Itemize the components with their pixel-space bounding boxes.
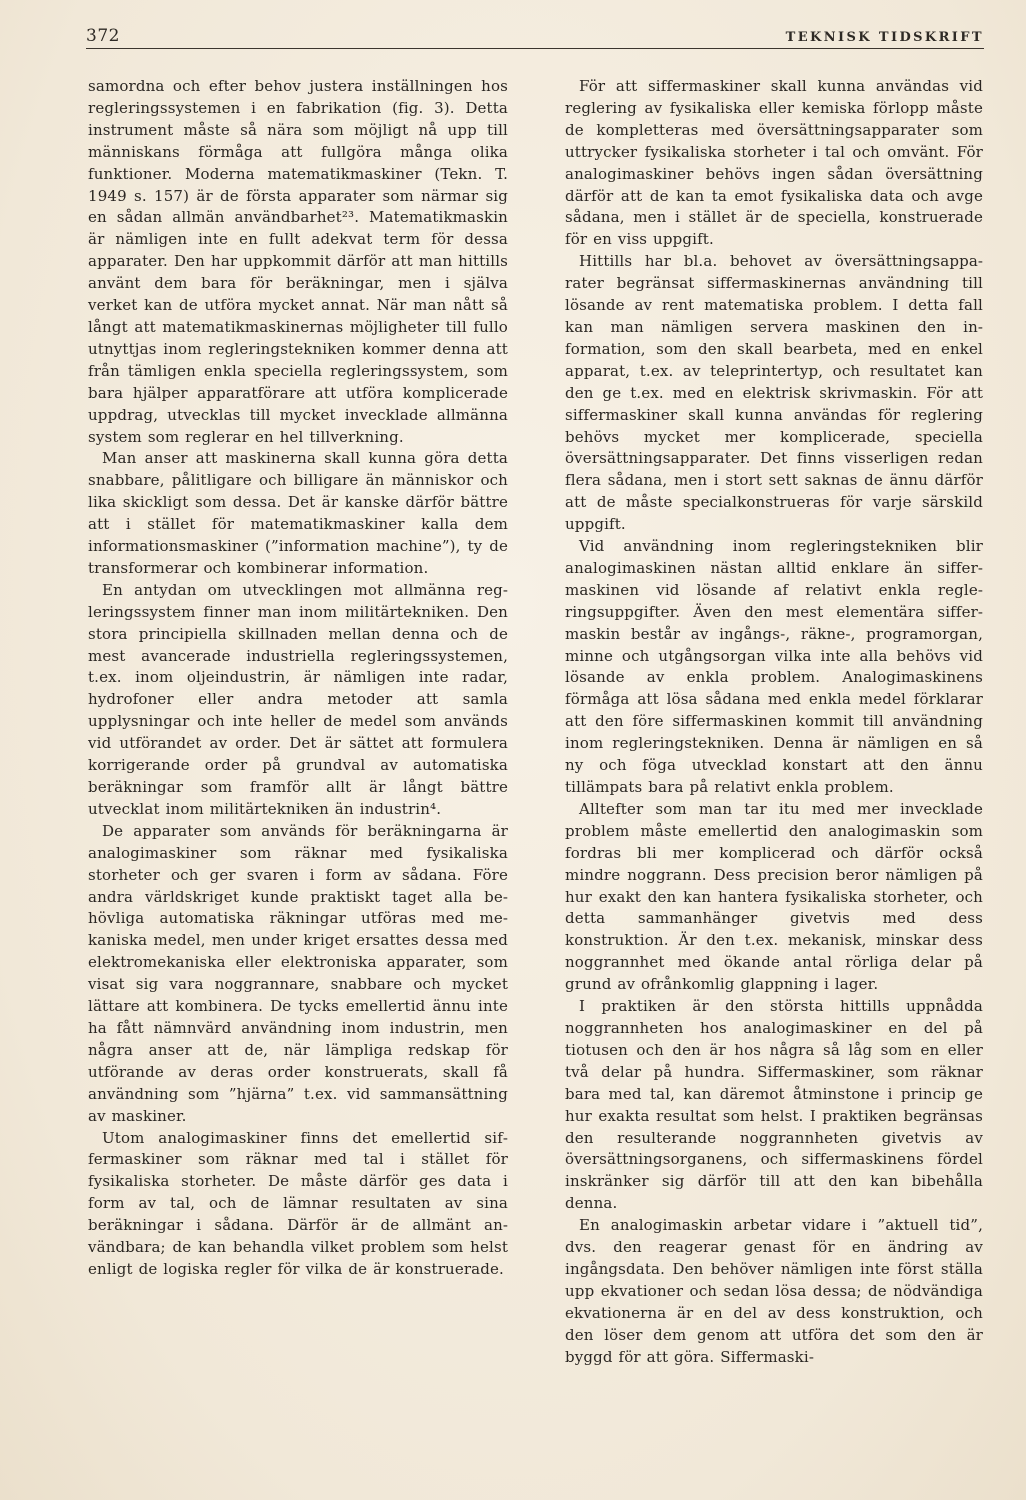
paragraph: Hittills har bl.a. behovet av översättningsapparater begränsat siffermaskinernas användning till lösande av rent matematiska problem. I detta fall kan man nämligen servera maskinen den information, som den skall bearbeta, med en enkel apparat, t.ex. av teleprintertyp, och resultatet kan den ge t.ex. med en elektrisk skrivmaskin. För att siffermaskiner skall kunna användas för reglering behövs mycket mer komplicerade, speciella översättningsapparater. Det finns visserligen redan flera sådana, men i stort sett saknas de ännu därför att de måste specialkonstrueras för varje särskild uppgift. <box>565 252 983 534</box>
right-column <box>565 76 983 1368</box>
paragraph: I praktiken är den största hittills uppnådda noggrannheten hos analogimaskiner en del på tiotusen och den är hos några så låg som en eller två delar på hundra. Siffermaskiner, som räknar bara med tal, kan däremot åtminstone i princip ge hur exakta resultat som helst. I praktiken begränsas den resulterande noggrannheten givetvis av översättningsorganens, och siffermaskinens fördel inskränker sig därför till att den kan bibehålla denna. <box>565 997 983 1213</box>
paragraph: För att siffermaskiner skall kunna användas vid reglering av fysikaliska eller kemiska förlopp måste de kompletteras med översättningsapparater som uttrycker fysikaliska storheter i tal och omvänt. För analogimaskiner behövs ingen sådan översättning därför att de kan ta emot fysikaliska data och avge sådana, men i stället är de speciella, konstruerade för en viss uppgift. <box>565 77 983 249</box>
paragraph: Utom analogimaskiner finns det emellertid siffermaskiner som räknar med tal i stället för fysikaliska storheter. De måste därför ges data i form av tal, och de lämnar resultaten av sina beräkningar i sådana. Därför är de allmänt användbara; de kan behandla vilket problem som helst enligt de logiska regler för vilka de är konstruerade. <box>88 1128 508 1278</box>
page-number: 372 <box>86 26 120 46</box>
paragraph: De apparater som används för beräkningarna är analogimaskiner som räknar med fysikaliska storheter och ger svaren i form av sådana. Före andra världskriget kunde praktiskt taget alla behövliga automatiska räkningar utföras med mekaniska medel, men under kriget ersattes dessa med elektromekaniska eller elektroniska apparater, som visat sig vara noggrannare, snabbare och mycket lättare att kombinera. De tycks emellertid ännu inte ha fått nämnvärd användning inom industrin, men några anser att de, när lämpliga redskap för utförande av deras order konstruerats, skall få användning som ”hjärna” t.ex. vid sammansättning av maskiner. <box>88 821 508 1125</box>
left-column <box>88 76 508 1281</box>
paragraph: Alltefter som man tar itu med mer invecklade problem måste emellertid den analogimaskin som fordras bli mer komplicerad och därför också mindre noggrann. Dess precision beror nämligen på hur exakt den kan hantera fysikaliska storheter, och detta sammanhänger givetvis med dess konstruktion. Är den t.ex. mekanisk, minskar dess noggrannhet med ökande antal rörliga delar på grund av ofrånkomlig glappning i lager. <box>565 799 983 994</box>
paragraph: En antydan om utvecklingen mot allmänna regleringssystem finner man inom militärtekniken. Den stora principiella skillnaden mellan denna och de mest avancerade industriella regleringssystemen, t.ex. inom oljeindustrin, är nämligen inte radar, hydrofoner eller andra metoder att samla upplysningar och inte heller de medel som används vid utförandet av order. Det är sättet att formulera korrigerande order på grundval av automatiska beräkningar som framför allt är långt bättre utvecklat inom militärtekniken än industrin⁴. <box>88 580 508 818</box>
paragraph: Man anser att maskinerna skall kunna göra detta snabbare, pålitligare och billigare än människor och lika skickligt som dessa. Det är kanske därför bättre att i stället för matematikmaskiner kalla dem informationsmaskiner (”information machine”), ty de transformerar och kombinerar information. <box>88 449 508 577</box>
paragraph: Vid användning inom regleringstekniken blir analogimaskinen nästan alltid enklare än siffermaskinen vid lösande af relativt enkla regleringsuppgifter. Även den mest elementära siffermaskin består av ingångs-, räkne-, programorgan, minne och utgångsorgan vilka inte alla behövs vid lösande av enkla problem. Analogimaskinens förmåga att lösa sådana med enkla medel förklarar att den före siffermaskinen kommit till användning inom regleringstekniken. Denna är nämligen en så ny och föga utvecklad konstart att den ännu tillämpats bara på relativt enkla problem. <box>565 537 983 796</box>
journal-title: TEKNISK TIDSKRIFT <box>785 30 984 45</box>
page-header <box>86 26 984 50</box>
header-rule <box>86 48 984 49</box>
paragraph: En analogimaskin arbetar vidare i ”aktuell tid”, dvs. den reagerar genast för en ändring av ingångsdata. Den behöver nämligen inte först ställa upp ekvationer och sedan lösa dessa; de nödvändiga ekvationerna är en del av dess konstruktion, och den löser dem genom att utföra det som den är byggd för att göra. Siffermaski- <box>565 1216 983 1366</box>
paragraph: samordna och efter behov justera inställningen hos regleringssystemen i en fabrikation (fig. 3). Detta instrument måste så nära som möjligt nå upp till människans förmåga att fullgöra många olika funktioner. Moderna matematikmaskiner (Tekn. T. 1949 s. 157) är de första apparater som närmar sig en sådan allmän användbarhet²³. Matematikmaskin är nämligen inte en fullt adekvat term för dessa apparater. Den har uppkommit därför att man hittills använt dem bara för beräkningar, men i själva verket kan de utföra mycket annat. När man nått så långt att matematikmaskinernas möjligheter till fullo utnyttjas inom regleringstekniken kommer denna att från tämligen enkla speciella regleringssystem, som bara hjälper apparatförare att utföra komplicerade uppdrag, utvecklas till mycket invecklade allmänna system som reglerar en hel tillverkning. <box>88 77 508 446</box>
